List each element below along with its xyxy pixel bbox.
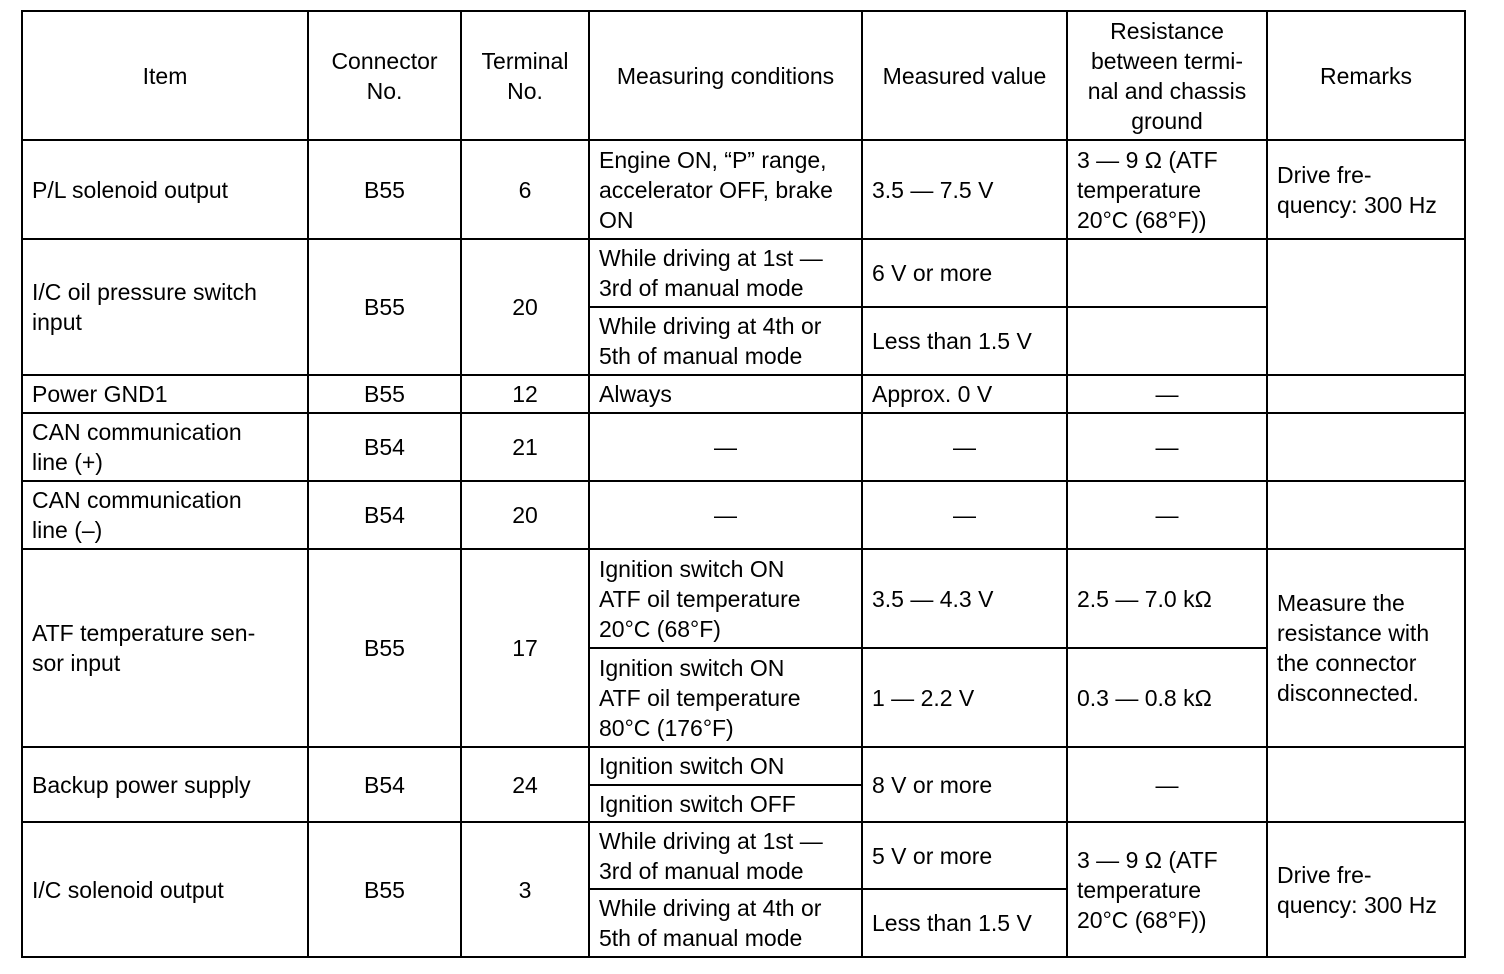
terminal-cell: 21 xyxy=(461,413,589,481)
header-resistance: Resistance between termi- nal and chassis ground xyxy=(1067,11,1267,140)
value-cell: Less than 1.5 V xyxy=(862,307,1067,375)
resistance-cell: — xyxy=(1067,747,1267,822)
resistance-cell xyxy=(1067,239,1267,307)
terminal-cell: 20 xyxy=(461,239,589,375)
remarks-cell: Measure the resistance with the connector disconnected. xyxy=(1267,549,1465,747)
table-row xyxy=(22,822,1465,889)
condition-cell: — xyxy=(589,413,862,481)
resistance-cell: — xyxy=(1067,481,1267,549)
condition-cell: While driving at 1st — 3rd of manual mode xyxy=(589,822,862,889)
terminal-cell: 12 xyxy=(461,375,589,413)
item-cell: Power GND1 xyxy=(22,375,308,413)
header-remarks: Remarks xyxy=(1267,11,1465,140)
connector-cell: B55 xyxy=(308,822,461,957)
connector-cell: B54 xyxy=(308,747,461,822)
header-value: Measured value xyxy=(862,11,1067,140)
value-cell: — xyxy=(862,413,1067,481)
value-cell: 8 V or more xyxy=(862,747,1067,822)
terminal-cell: 17 xyxy=(461,549,589,747)
condition-cell: While driving at 4th or 5th of manual mode xyxy=(589,889,862,957)
resistance-cell: 2.5 — 7.0 kΩ xyxy=(1067,549,1267,648)
condition-cell: Always xyxy=(589,375,862,413)
table-header-row xyxy=(22,11,1465,140)
item-cell: ATF temperature sen- sor input xyxy=(22,549,308,747)
condition-cell: Engine ON, “P” range, accelerator OFF, brake ON xyxy=(589,140,862,239)
connector-cell: B54 xyxy=(308,481,461,549)
resistance-cell: 3 — 9 Ω (ATF temperature 20°C (68°F)) xyxy=(1067,822,1267,957)
remarks-cell xyxy=(1267,239,1465,375)
terminal-spec-table xyxy=(21,10,1466,958)
resistance-cell xyxy=(1067,307,1267,375)
remarks-cell xyxy=(1267,747,1465,822)
value-cell: Approx. 0 V xyxy=(862,375,1067,413)
item-cell: P/L solenoid output xyxy=(22,140,308,239)
table-row xyxy=(22,239,1465,307)
item-cell: Backup power supply xyxy=(22,747,308,822)
item-cell: I/C oil pressure switch input xyxy=(22,239,308,375)
condition-cell: While driving at 4th or 5th of manual mode xyxy=(589,307,862,375)
value-cell: 3.5 — 7.5 V xyxy=(862,140,1067,239)
remarks-cell xyxy=(1267,375,1465,413)
table-row xyxy=(22,140,1465,239)
connector-cell: B55 xyxy=(308,549,461,747)
connector-cell: B55 xyxy=(308,140,461,239)
remarks-cell xyxy=(1267,413,1465,481)
remarks-cell: Drive fre- quency: 300 Hz xyxy=(1267,822,1465,957)
value-cell: 1 — 2.2 V xyxy=(862,648,1067,747)
header-conditions: Measuring conditions xyxy=(589,11,862,140)
resistance-cell: 3 — 9 Ω (ATF temperature 20°C (68°F)) xyxy=(1067,140,1267,239)
resistance-cell: — xyxy=(1067,375,1267,413)
terminal-cell: 24 xyxy=(461,747,589,822)
value-cell: 3.5 — 4.3 V xyxy=(862,549,1067,648)
table-row xyxy=(22,375,1465,413)
connector-cell: B55 xyxy=(308,239,461,375)
condition-cell: — xyxy=(589,481,862,549)
header-connector: Connector No. xyxy=(308,11,461,140)
terminal-cell: 3 xyxy=(461,822,589,957)
condition-cell: While driving at 1st — 3rd of manual mode xyxy=(589,239,862,307)
header-item: Item xyxy=(22,11,308,140)
table-row xyxy=(22,413,1465,481)
condition-cell: Ignition switch ON ATF oil temperature 20°C (68°F) xyxy=(589,549,862,648)
condition-cell: Ignition switch ON ATF oil temperature 80°C (176°F) xyxy=(589,648,862,747)
value-cell: — xyxy=(862,481,1067,549)
terminal-cell: 20 xyxy=(461,481,589,549)
item-cell: I/C solenoid output xyxy=(22,822,308,957)
remarks-cell xyxy=(1267,481,1465,549)
header-terminal: Terminal No. xyxy=(461,11,589,140)
condition-cell: Ignition switch ON xyxy=(589,747,862,785)
item-cell: CAN communication line (+) xyxy=(22,413,308,481)
resistance-cell: — xyxy=(1067,413,1267,481)
value-cell: 6 V or more xyxy=(862,239,1067,307)
item-cell: CAN communication line (–) xyxy=(22,481,308,549)
condition-cell: Ignition switch OFF xyxy=(589,785,862,822)
value-cell: 5 V or more xyxy=(862,822,1067,889)
connector-cell: B54 xyxy=(308,413,461,481)
resistance-cell: 0.3 — 0.8 kΩ xyxy=(1067,648,1267,747)
table-row xyxy=(22,747,1465,785)
value-cell: Less than 1.5 V xyxy=(862,889,1067,957)
table-row xyxy=(22,549,1465,648)
terminal-cell: 6 xyxy=(461,140,589,239)
remarks-cell: Drive fre- quency: 300 Hz xyxy=(1267,140,1465,239)
table-row xyxy=(22,481,1465,549)
connector-cell: B55 xyxy=(308,375,461,413)
